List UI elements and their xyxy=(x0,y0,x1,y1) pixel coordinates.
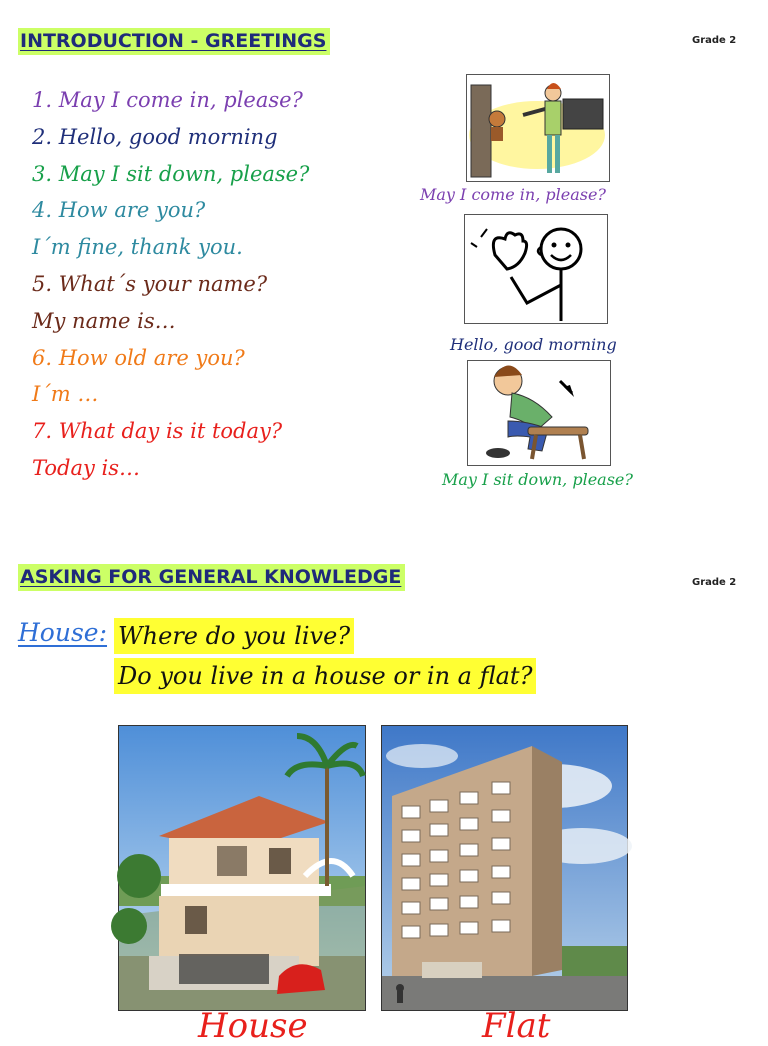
boy-sitting-icon xyxy=(468,361,610,465)
come-in-illustration xyxy=(466,74,610,182)
phrase-1: 1. May I come in, please? xyxy=(32,88,303,112)
house-photo xyxy=(118,725,366,1011)
flat-word: Flat xyxy=(482,1006,551,1046)
caption-hello: Hello, good morning xyxy=(450,335,617,354)
grade-label-2: Grade 2 xyxy=(692,577,737,588)
phrase-6: 6. How old are you? xyxy=(32,345,245,370)
phrase-5-answer: My name is… xyxy=(32,308,176,333)
hello-illustration xyxy=(464,214,608,324)
sit-down-illustration xyxy=(467,360,611,466)
question-where-live: Where do you live? xyxy=(114,618,354,654)
section-heading-general-knowledge: ASKING FOR GENERAL KNOWLEDGE xyxy=(18,564,405,591)
section-heading-greetings: INTRODUCTION - GREETINGS xyxy=(18,28,330,55)
house-topic-label: House: xyxy=(18,618,108,647)
house-word: House xyxy=(198,1006,308,1046)
waving-person-icon xyxy=(465,215,607,323)
flat-building-image-icon xyxy=(382,726,627,1010)
phrase-4-answer: I´m fine, thank you. xyxy=(32,235,243,260)
grade-label: Grade 2 xyxy=(692,35,737,46)
phrase-2: 2. Hello, good morning xyxy=(32,124,278,149)
phrase-4: 4. How are you? xyxy=(32,198,206,223)
caption-sit-down: May I sit down, please? xyxy=(442,470,633,489)
phrase-7: 7. What day is it today? xyxy=(32,419,283,444)
greeting-phrase-list xyxy=(32,82,309,487)
question-house-or-flat: Do you live in a house or in a flat? xyxy=(114,658,536,694)
caption-come-in: May I come in, please? xyxy=(420,185,606,204)
house-image-icon xyxy=(119,726,365,1010)
phrase-6-answer: I´m … xyxy=(32,382,99,407)
flat-photo xyxy=(381,725,628,1011)
phrase-7-answer: Today is… xyxy=(32,455,141,480)
door-teacher-icon xyxy=(467,75,609,181)
phrase-5: 5. What´s your name? xyxy=(32,271,268,296)
phrase-3: 3. May I sit down, please? xyxy=(32,161,310,186)
